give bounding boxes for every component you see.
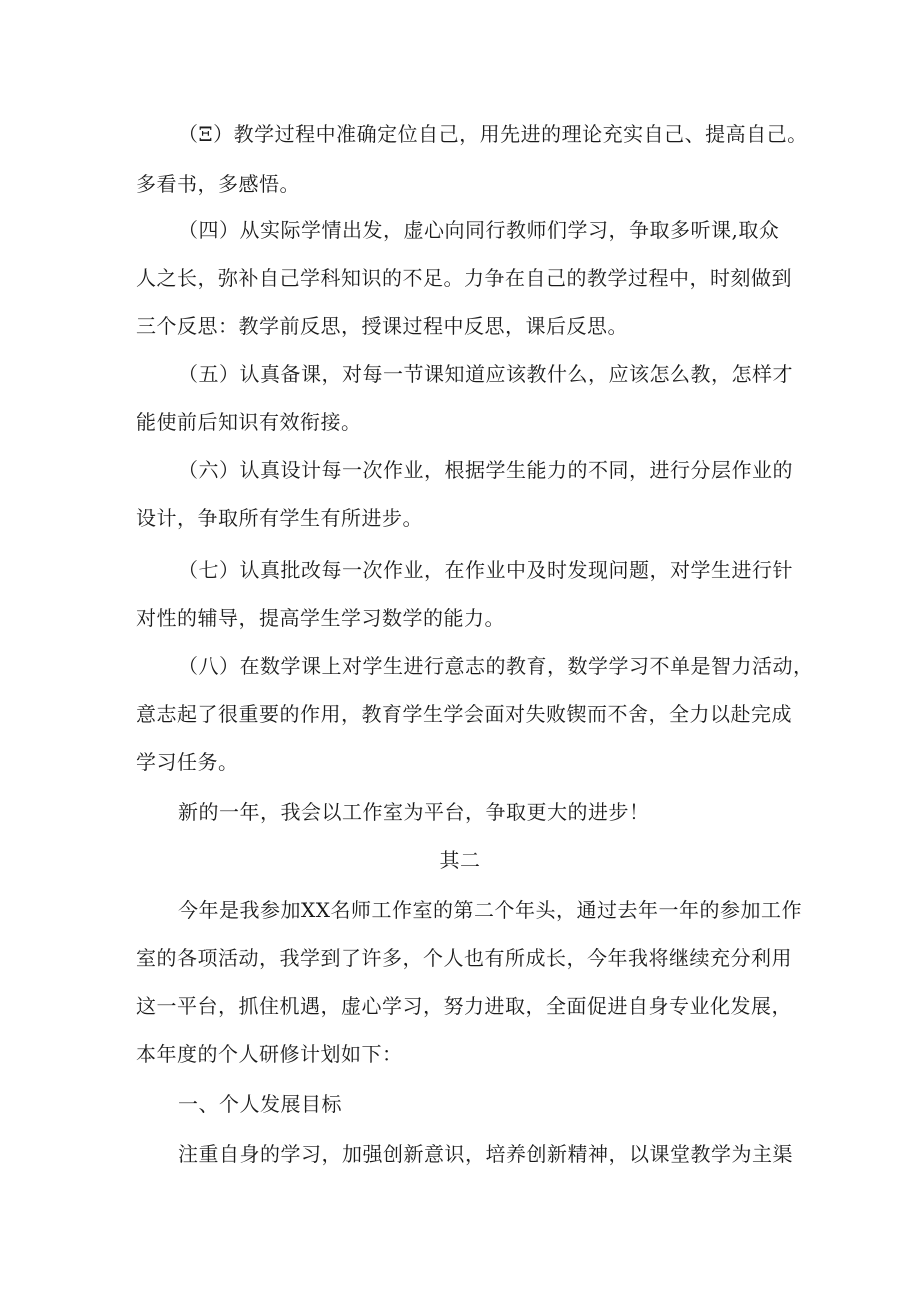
last-paragraph-line-1: 注重自身的学习，加强创新意识，培养创新精神，以课堂教学为主渠	[178, 1142, 793, 1166]
paragraph-5-line-1: （五）认真备课，对每一节课知道应该教什么，应该怎么教，怎样才	[178, 362, 793, 386]
paragraph-8-line-2: 意志起了很重要的作用，教育学生学会面对失败锲而不舍，全力以赴完成	[136, 702, 792, 726]
paragraph-5-line-2: 能使前后知识有效衔接。	[136, 410, 362, 434]
paragraph-8-line-3: 学习任务。	[136, 750, 239, 774]
paragraph-4-line-1: （四）从实际学情出发，虚心向同行教师们学习，争取多听课,取众	[178, 218, 780, 242]
paragraph-7-line-1: （七）认真批改每一次作业，在作业中及时发现问题，对学生进行针	[178, 558, 793, 582]
intro-line-2: 室的各项活动，我学到了许多，个人也有所成长，今年我将继续充分利用	[136, 946, 792, 970]
section-title: 其二	[439, 848, 481, 872]
closing-line: 新的一年，我会以工作室为平台，争取更大的进步！	[178, 800, 650, 824]
paragraph-6-line-2: 设计，争取所有学生有所进步。	[136, 506, 423, 530]
intro-line-1: 今年是我参加XX名师工作室的第二个年头，通过去年一年的参加工作	[178, 898, 802, 922]
intro-line-4: 本年度的个人研修计划如下：	[136, 1042, 403, 1066]
paragraph-3-line-2: 多看书，多感悟。	[136, 172, 300, 196]
paragraph-6-line-1: （六）认真设计每一次作业，根据学生能力的不同，进行分层作业的	[178, 458, 793, 482]
heading-personal-goals: 一、个人发展目标	[178, 1092, 342, 1116]
paragraph-8-line-1: （八）在数学课上对学生进行意志的教育，数学学习不单是智力活动，	[178, 654, 814, 678]
paragraph-3-line-1: （Ξ）教学过程中准确定位自己，用先进的理论充实自己、提高自己。	[178, 122, 808, 146]
paragraph-4-line-3: 三个反思：教学前反思，授课过程中反思，课后反思。	[136, 314, 628, 338]
paragraph-4-line-2: 人之长，弥补自己学科知识的不足。力争在自己的教学过程中，时刻做到	[136, 266, 792, 290]
intro-line-3: 这一平台，抓住机遇，虚心学习，努力进取，全面促进自身专业化发展，	[136, 994, 792, 1018]
paragraph-7-line-2: 对性的辅导，提高学生学习数学的能力。	[136, 606, 505, 630]
